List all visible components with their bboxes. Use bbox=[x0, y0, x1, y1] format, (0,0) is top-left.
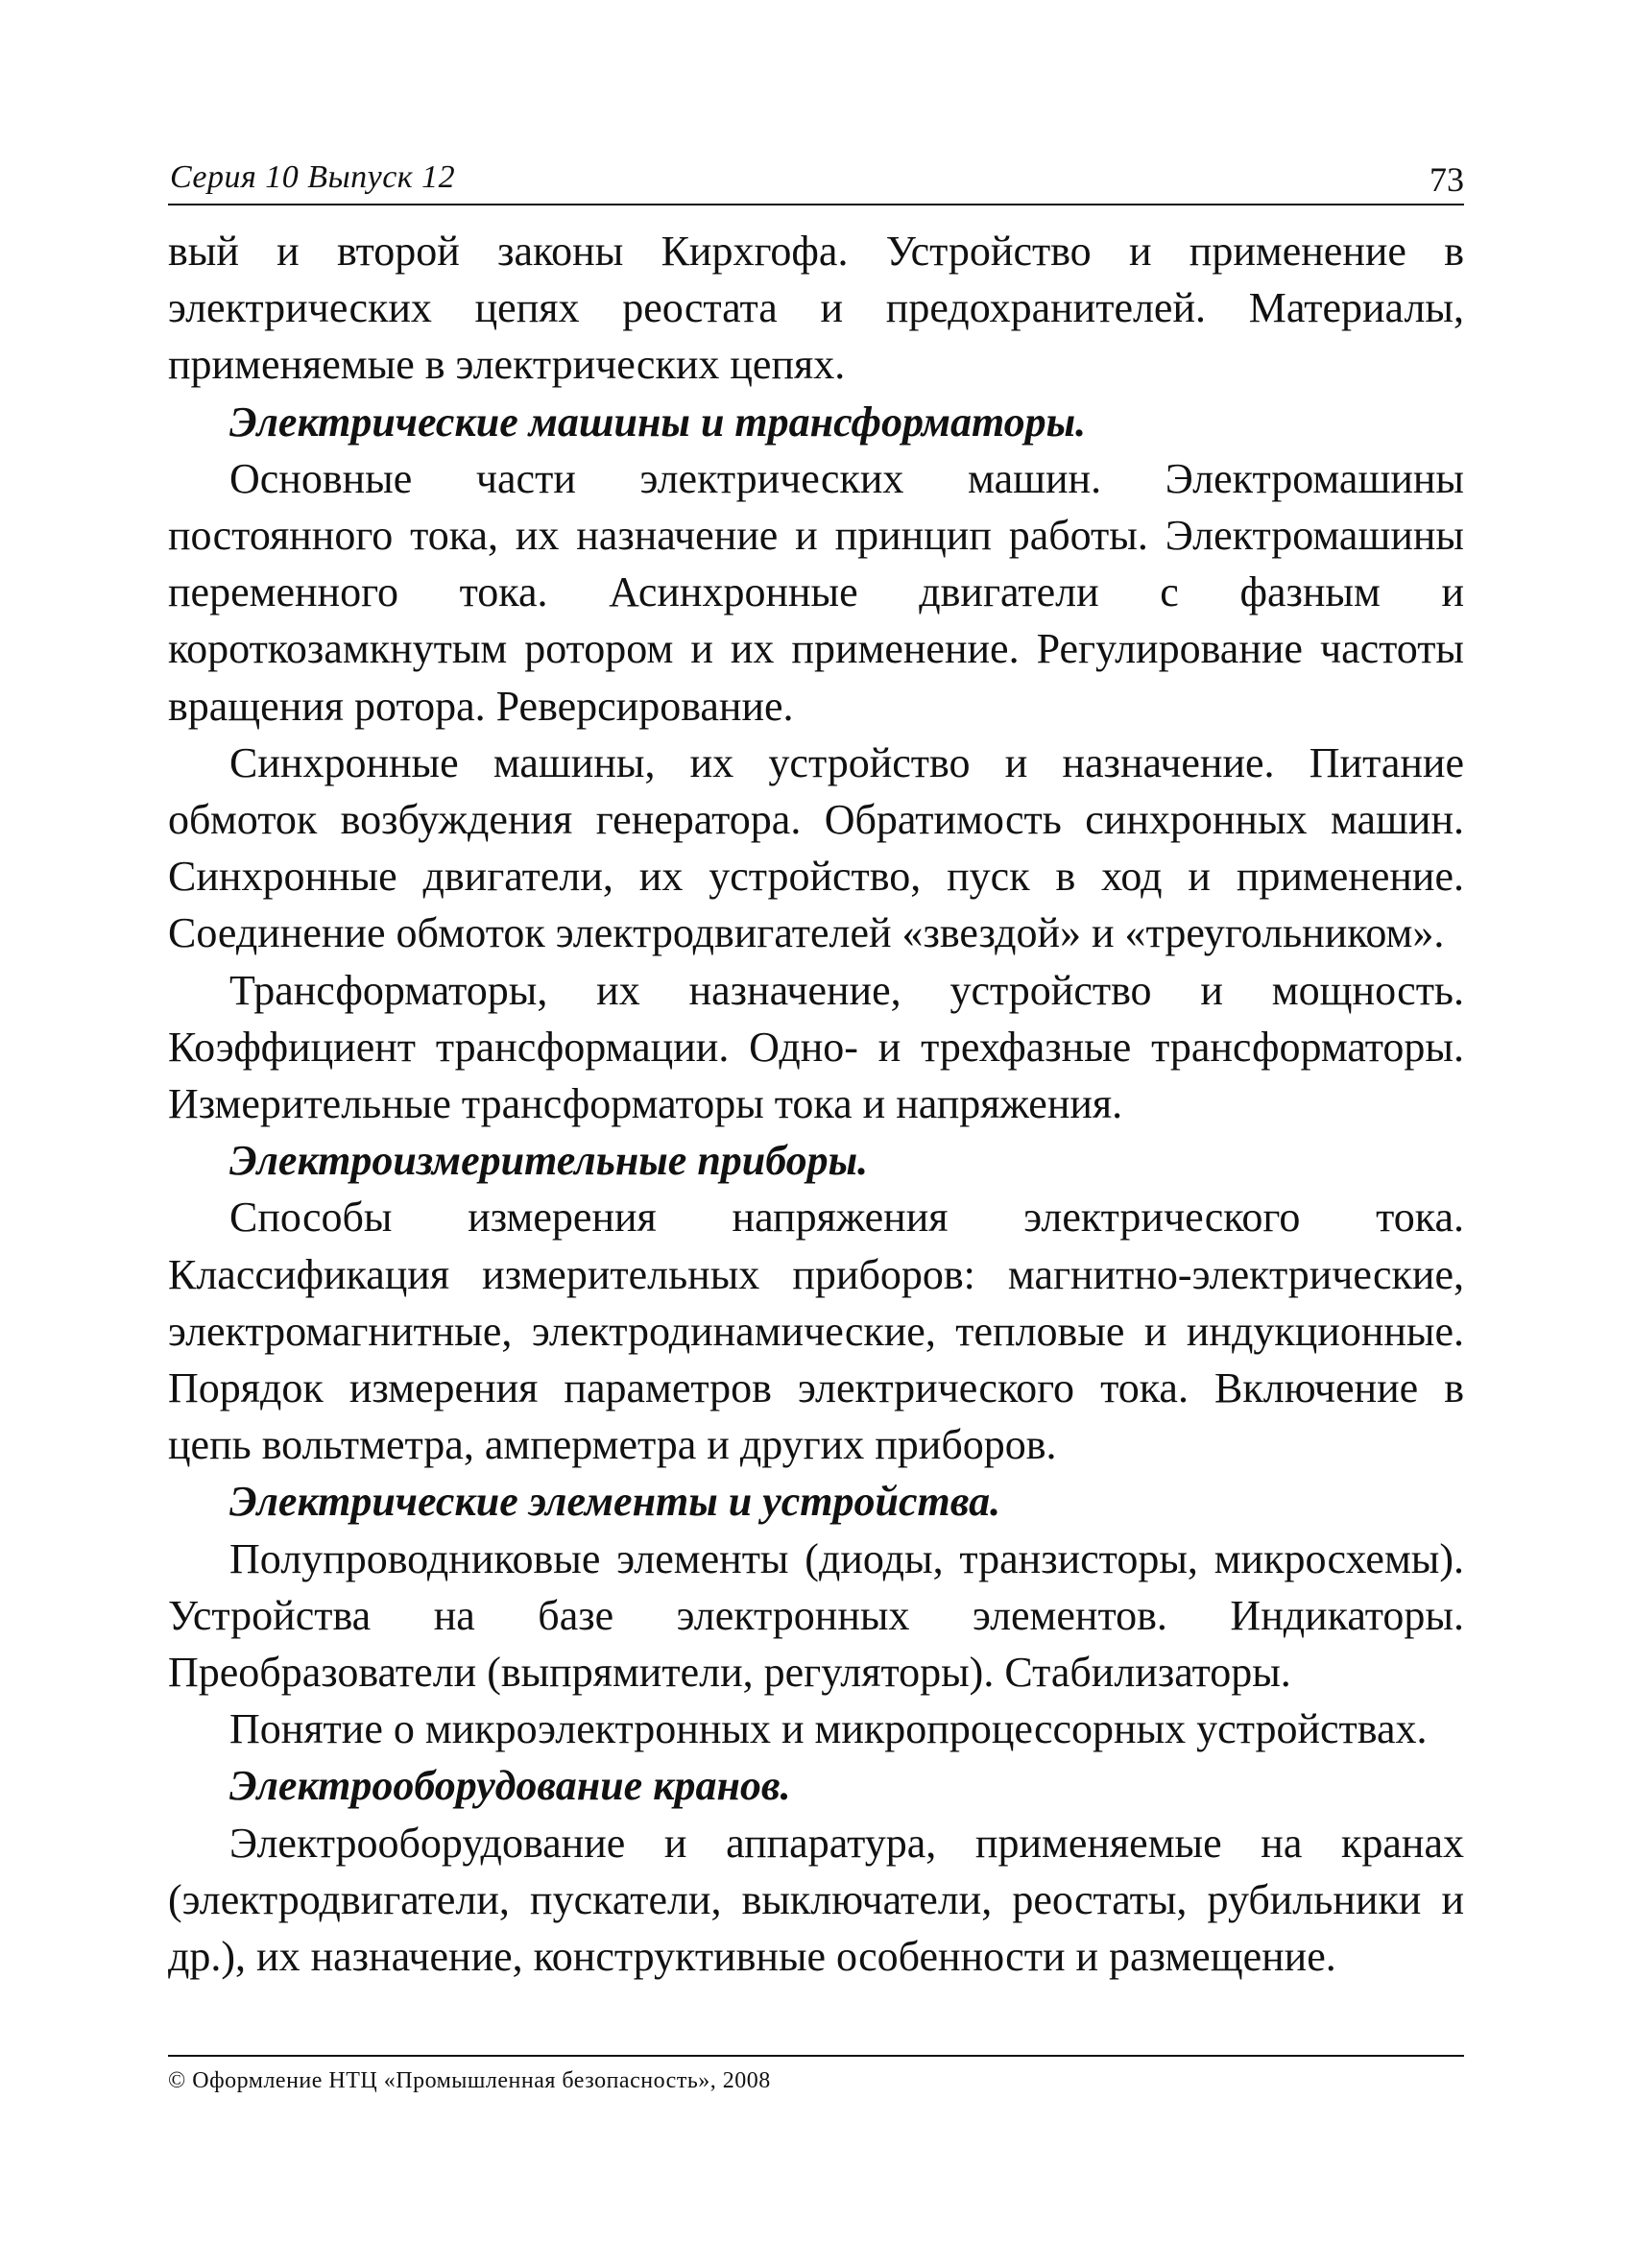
section-heading-electric-machines: Электрические машины и трансформаторы. bbox=[229, 398, 1087, 446]
paragraph-measurement-methods: Способы измерения напряжения электрического тока. Классификация измерительных приборов: магнитно-электрические, электромагнитные, электродинамические, тепловые и индукционные. Порядок измерения параметров электрического тока. Включение в цепь вольтметра, амперметра и других приборов. bbox=[168, 1194, 1464, 1469]
page-body bbox=[168, 223, 1464, 1985]
page-footer bbox=[168, 2055, 1464, 2094]
page-header bbox=[168, 154, 1464, 205]
paragraph-continuation: вый и второй законы Кирхгофа. Устройство и применение в электрических цепях реостата и предохранителей. Материалы, применяемые в электрических цепях. bbox=[168, 228, 1464, 389]
paragraph-transformers: Трансформаторы, их назначение, устройство и мощность. Коэффициент трансформации. Одно- и трехфазные трансформаторы. Измерительные трансформаторы тока и напряжения. bbox=[168, 966, 1464, 1128]
paragraph-semiconductors: Полупроводниковые элементы (диоды, транзисторы, микросхемы). Устройства на базе электронных элементов. Индикаторы. Преобразователи (выпрямители, регуляторы). Стабилизаторы. bbox=[168, 1534, 1464, 1697]
section-heading-crane-equipment: Электрооборудование кранов. bbox=[229, 1762, 791, 1810]
section-heading-electric-elements: Электрические элементы и устройства. bbox=[229, 1478, 1001, 1526]
paragraph-microelectronics: Понятие о микроэлектронных и микропроцессорных устройствах. bbox=[229, 1705, 1428, 1753]
running-head-series: Серия 10 Выпуск 12 bbox=[170, 159, 456, 195]
page-number: 73 bbox=[1430, 160, 1464, 199]
paragraph-crane-equipment: Электрооборудование и аппаратура, применяемые на кранах (электродвигатели, пускатели, выключатели, реостаты, рубильники и др.), их назначение, конструктивные особенности и размещение. bbox=[168, 1819, 1464, 1981]
paragraph-machine-parts: Основные части электрических машин. Электромашины постоянного тока, их назначение и принцип работы. Электромашины переменного тока. Асинхронные двигатели с фазным и короткозамкнутым ротором и их применение. Регулирование частоты вращения ротора. Реверсирование. bbox=[168, 454, 1464, 730]
copyright-notice: © Оформление НТЦ «Промышленная безопасность», 2008 bbox=[168, 2068, 771, 2093]
paragraph-synchronous-machines: Синхронные машины, их устройство и назначение. Питание обмоток возбуждения генератора. Обратимость синхронных машин. Синхронные двигатели, их устройство, пуск в ход и применение. Соединение обмоток электродвигателей «звездой» и «треугольником». bbox=[168, 738, 1464, 957]
section-heading-measuring-instruments: Электроизмерительные приборы. bbox=[229, 1137, 869, 1185]
